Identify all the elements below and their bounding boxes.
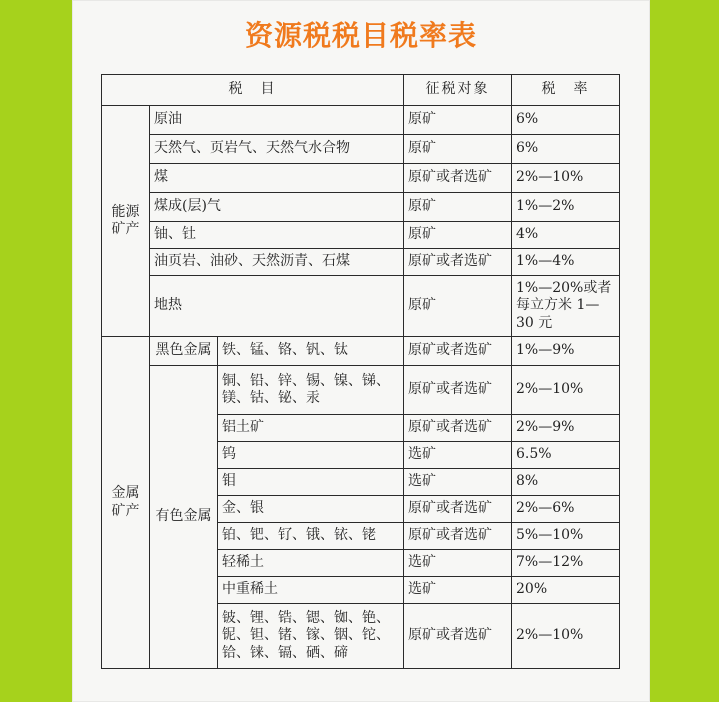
table-row [102,222,620,249]
item-rate: 6.5% [512,442,620,469]
item-object: 原矿 [404,106,512,135]
table-row [102,337,620,366]
item-object: 选矿 [404,442,512,469]
item-object: 原矿或者选矿 [404,496,512,523]
item-rate: 5%—10% [512,523,620,550]
header-item: 税 目 [102,75,404,106]
item-object: 选矿 [404,577,512,604]
table-row [102,193,620,222]
tax-rate-table [101,74,620,669]
item-name: 原油 [150,106,404,135]
item-rate: 7%—12% [512,550,620,577]
item-rate: 2%—6% [512,496,620,523]
item-name: 钨 [218,442,404,469]
item-name: 铜、铅、锌、锡、镍、锑、镁、钴、铋、汞 [218,366,404,415]
item-object: 原矿 [404,222,512,249]
item-object: 原矿或者选矿 [404,249,512,276]
item-rate: 6% [512,135,620,164]
subcategory-ferrous: 黑色金属 [150,337,218,366]
item-rate: 4% [512,222,620,249]
item-object: 原矿 [404,135,512,164]
table-row [102,366,620,415]
item-rate: 6% [512,106,620,135]
item-object: 选矿 [404,550,512,577]
item-rate: 2%—9% [512,415,620,442]
item-name: 地热 [150,276,404,337]
item-name: 中重稀土 [218,577,404,604]
item-object: 选矿 [404,469,512,496]
item-name: 天然气、页岩气、天然气水合物 [150,135,404,164]
subcategory-nonferrous: 有色金属 [150,366,218,669]
item-object: 原矿或者选矿 [404,337,512,366]
item-rate: 2%—10% [512,366,620,415]
table-row [102,276,620,337]
item-name: 煤成(层)气 [150,193,404,222]
right-background-rail [650,0,719,702]
item-object: 原矿或者选矿 [404,604,512,669]
item-object: 原矿 [404,276,512,337]
item-name: 铂、钯、钌、锇、铱、铑 [218,523,404,550]
item-name: 油页岩、油砂、天然沥青、石煤 [150,249,404,276]
item-name: 铁、锰、铬、钒、钛 [218,337,404,366]
item-name: 金、银 [218,496,404,523]
item-object: 原矿或者选矿 [404,164,512,193]
item-rate: 1%—9% [512,337,620,366]
category-energy: 能源矿产 [102,106,150,337]
table-row [102,135,620,164]
item-rate: 1%—4% [512,249,620,276]
item-object: 原矿或者选矿 [404,523,512,550]
item-name: 钼 [218,469,404,496]
left-background-rail [0,0,72,702]
table-row [102,249,620,276]
table-row [102,106,620,135]
document-page [72,0,650,702]
table-row [102,164,620,193]
category-metal: 金属矿产 [102,337,150,669]
item-rate: 2%—10% [512,164,620,193]
item-rate: 1%—2% [512,193,620,222]
item-name: 铝土矿 [218,415,404,442]
item-rate: 20% [512,577,620,604]
item-name: 煤 [150,164,404,193]
header-object: 征税对象 [404,75,512,106]
item-rate: 1%—20%或者每立方米 1—30 元 [512,276,620,337]
item-object: 原矿或者选矿 [404,366,512,415]
page-title: 资源税税目税率表 [244,19,477,52]
item-object: 原矿 [404,193,512,222]
header-rate: 税 率 [512,75,620,106]
item-rate: 2%—10% [512,604,620,669]
table-header-row [102,75,620,106]
item-name: 铀、钍 [150,222,404,249]
item-rate: 8% [512,469,620,496]
item-name: 轻稀土 [218,550,404,577]
item-object: 原矿或者选矿 [404,415,512,442]
item-name: 铍、锂、锆、锶、铷、铯、铌、钽、锗、镓、铟、铊、铪、铼、镉、硒、碲 [218,604,404,669]
